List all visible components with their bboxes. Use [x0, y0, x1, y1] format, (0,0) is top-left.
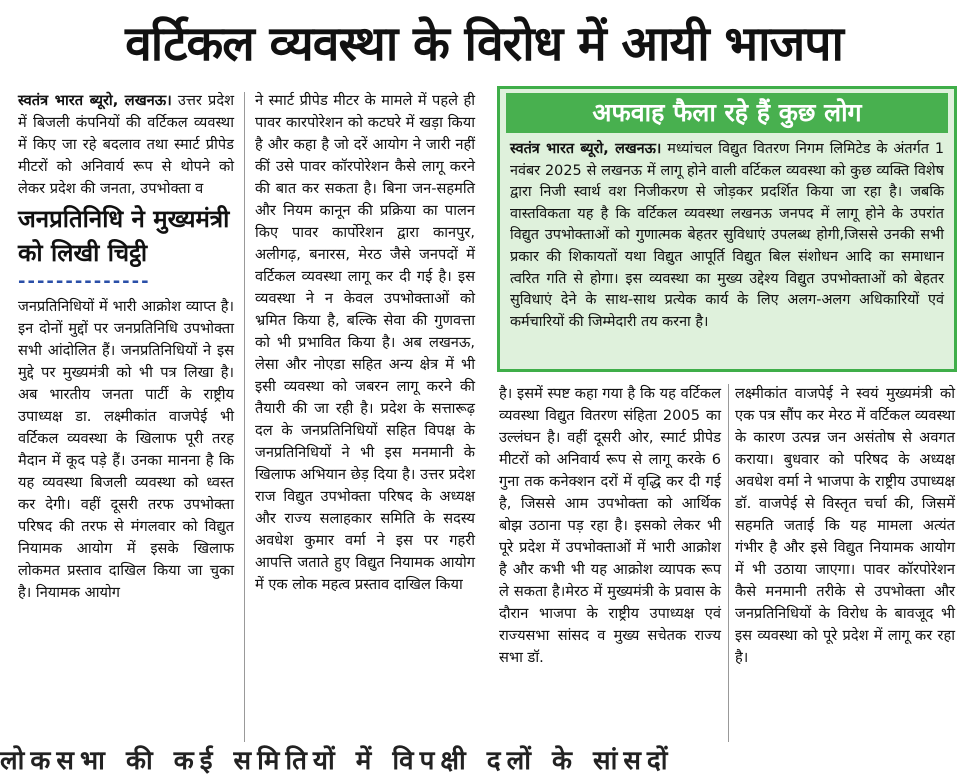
column-1-intro [18, 90, 234, 200]
dashed-divider: -------------- [18, 271, 151, 292]
column-divider [728, 384, 729, 742]
column-1-body: जनप्रतिनिधियों में भारी आक्रोश व्याप्त है। इन दोनों मुद्दों पर जनप्रतिनिधि उपभोक्ता सभी आंदोलित हैं। जनप्रतिनिधियों ने इस मुद्दे पर मुख्यमंत्री को भी पत्र लिखा है। अब भारतीय जनता पार्टी के राष्ट्रीय उपाध्यक्ष डा. लक्ष्मीकांत वाजपेई भी वर्टिकल व्यवस्था के खिलाफ पूरी तरह मैदान में कूद पड़े हैं। उनका मानना है कि यह व्यवस्था बिजली व्यवस्था को ध्वस्त कर देगी। वहीं दूसरी तरफ उपभोक्ता परिषद की तरफ से मंगलवार को विद्युत नियामक आयोग में इसके खिलाफ लोकमत प्रस्ताव दाखिल किया जा चुका है। नियामक आयोग [18, 298, 234, 601]
box-title: अफवाह फैला रहे हैं कुछ लोग [506, 93, 948, 133]
column-divider [244, 92, 245, 742]
article-column-1 [18, 90, 234, 740]
box-body [510, 139, 944, 333]
box-text: मध्यांचल विद्युत वितरण निगम लिमिटेड के अंतर्गत 1 नवंबर 2025 से लखनऊ में लागू होने वाली वर्टिकल व्यवस्था को कुछ व्यक्ति विशेष द्वारा निजी स्वार्थ वश निजीकरण से जोड़कर प्रदर्शित किया जा रहा है। जबकि वास्तविकता यह है कि वर्टिकल व्यवस्था लखनऊ जनपद में लागू होने के उपरांत विद्युत उपभोक्ताओं को गुणात्मक बेहतर सुविधाएं उपलब्ध होगी,जिससे उनकी सभी प्रकार की शिकायतों यथा विद्युत आपूर्ति विद्युत बिल संशोधन आदि का समाधान त्वरित गति से होगा। इस व्यवस्था का मुख्य उद्देश्य विद्युत उपभोक्ताओं को बेहतर सुविधाएं देने के साथ-साथ प्रत्येक कार्य के लिए अलग-अलग अधिकारियों एवं कर्मचारियों की जिम्मेदारी तय करना है। [510, 141, 944, 330]
article-column-4 [735, 383, 955, 743]
article-column-2 [255, 90, 475, 740]
byline: स्वतंत्र भारत ब्यूरो, लखनऊ। [18, 92, 172, 109]
next-headline-strip: लोकसभा की कई समितियों में विपक्षी दलों के सांसदों [0, 746, 674, 776]
column-2-body: ने स्मार्ट प्रीपेड मीटर के मामले में पहले ही पावर कारपोरेशन को कटघरे में खड़ा किया है और कहा है जो दरें आयोग ने जारी नहीं कीं उसे पावर कॉरपोरेशन कैसे लागू करने की बात कर सकता है। बिना जन-सहमति और नियम कानून की प्रक्रिया का पालन किए पावर कार्पोरेशन द्वारा कानपुर, अलीगढ़, बनारस, मेरठ जैसे जनपदों में वर्टिकल व्यवस्था लागू कर दी गई है। इस व्यवस्था ने न केवल उपभोक्ताओं को भ्रमित किया है, बल्कि सेवा की गुणवत्ता को भी प्रभावित किया है। अब लखनऊ, लेसा और नोएडा सहित अन्य क्षेत्र में भी इसी व्यवस्था को जबरन लागू करने की तैयारी की जा रही है। प्रदेश के सत्तारूढ़ दल के जनप्रतिनिधियों सहित विपक्ष के जनप्रतिनिधियों ने भी इस मनमानी के खिलाफ अभियान छेड़ दिया है। उत्तर प्रदेश राज विद्युत उपभोक्ता परिषद के अध्यक्ष और राज्य सलाहकार समिति के सदस्य अवधेश कुमार वर्मा ने इस पर गहरी आपत्ति जताते हुए विद्युत नियामक आयोग में एक लोक महत्व प्रस्ताव दाखिल किया [255, 92, 475, 593]
box-byline: स्वतंत्र भारत ब्यूरो, लखनऊ। [510, 141, 662, 157]
page-headline: वर्टिकल व्यवस्था के विरोध में आयी भाजपा [125, 16, 843, 72]
sidebar-box [497, 86, 957, 372]
intro-text: उत्तर प्रदेश में बिजली कंपनियों की वर्टिकल व्यवस्था में किए जा रहे बदलाव तथा स्मार्ट प्रीपेड मीटरों को अनिवार्य रूप से थोपने को लेकर प्रदेश की जनता, उपभोक्ता व [18, 92, 234, 197]
sub-heading: जनप्रतिनिधि ने मुख्यमंत्री को लिखी चिट्ठी [18, 205, 230, 267]
column-4-body: लक्ष्मीकांत वाजपेई ने स्वयं मुख्यमंत्री को एक पत्र सौंप कर मेरठ में वर्टिकल व्यवस्था के कारण उत्पन्न जन असंतोष से अवगत कराया। बुधवार को परिषद के अध्यक्ष अवधेश वर्मा ने भाजपा के राष्ट्रीय उपाध्यक्ष डॉ. वाजपेई से विस्तृत चर्चा की, जिसमें सहमति जताई कि यह मामला अत्यंत गंभीर है और इसे विद्युत नियामक आयोग में भी उठाया जाएगा। पावर कॉरपोरेशन कैसे मनमानी तरीके से उपभोक्ता और जनप्रतिनिधियों के विरोध के बावजूद भी इस व्यवस्था को पूरे प्रदेश में लागू कर रहा है। [735, 385, 955, 666]
column-3-body: है। इसमें स्पष्ट कहा गया है कि यह वर्टिकल व्यवस्था विद्युत वितरण संहिता 2005 का उल्लंघन है। वहीं दूसरी ओर, स्मार्ट प्रीपेड मीटरों को अनिवार्य रूप से लागू करके 6 गुना तक कनेक्शन दरों में वृद्धि कर दी गई है, जिससे आम उपभोक्ता को आर्थिक बोझ उठाना पड़ रहा है। इसको लेकर भी पूरे प्रदेश में उपभोक्ताओं में भारी आक्रोश है और कभी भी यह आक्रोश व्यापक रूप ले सकता है।मेरठ में मुख्यमंत्री के प्रवास के दौरान भाजपा के राष्ट्रीय उपाध्यक्ष एवं राज्यसभा सांसद व मुख्य सचेतक राज्य सभा डॉ. [499, 385, 721, 666]
article-column-3 [499, 383, 721, 743]
